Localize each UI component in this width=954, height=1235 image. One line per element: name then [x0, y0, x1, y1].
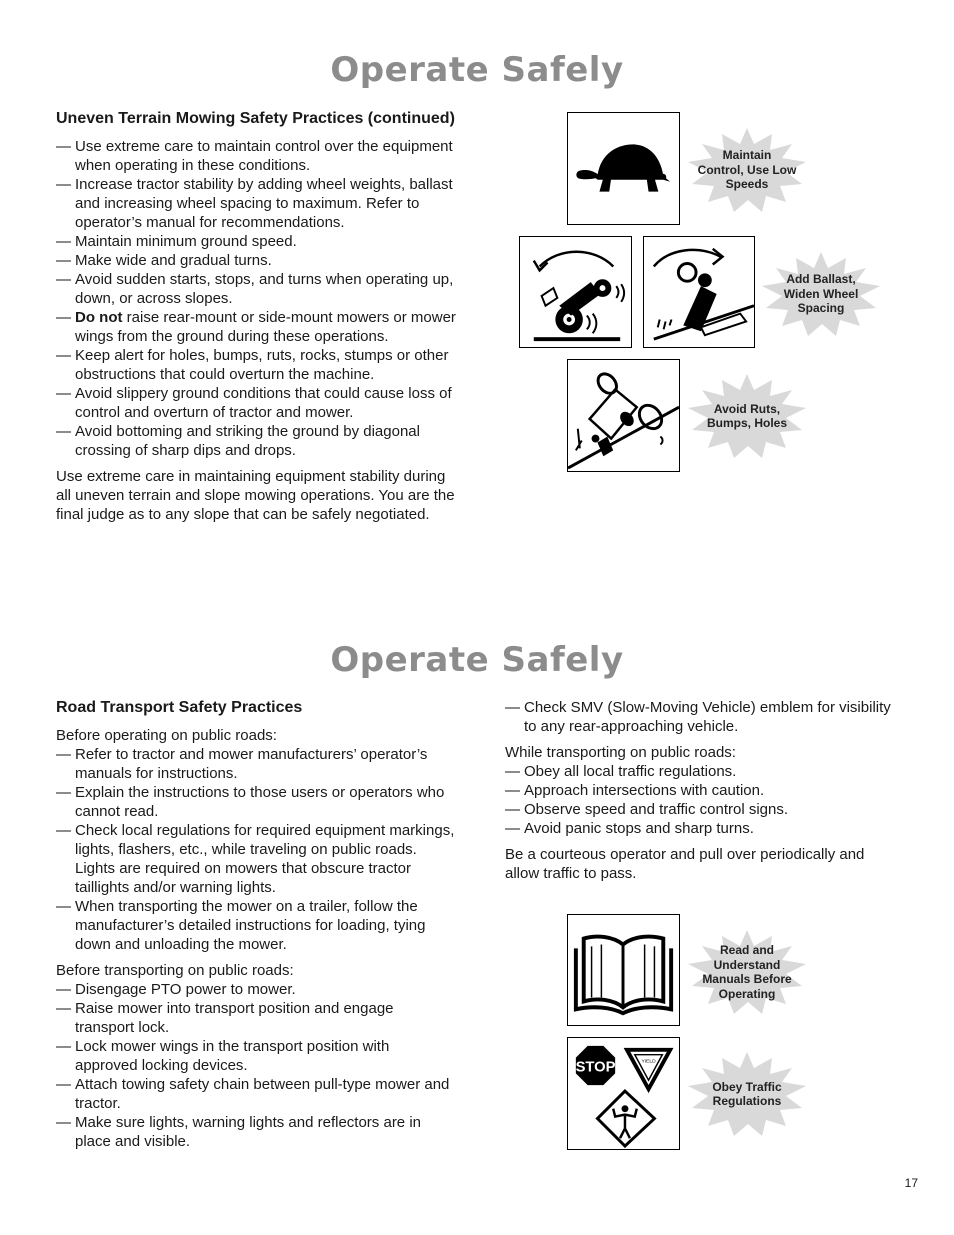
page-title-bottom: Operate Safely — [330, 640, 624, 680]
page-number: 17 — [904, 1176, 918, 1190]
list-item: — Observe speed and traffic control signs. — [505, 800, 900, 819]
list-item: — Make sure lights, warning lights and reflectors are in place and visible. — [56, 1113, 456, 1151]
section-heading-road-transport: Road Transport Safety Practices — [56, 699, 303, 716]
list-item: — Avoid panic stops and sharp turns. — [505, 819, 900, 838]
intro-text: Before operating on public roads: — [56, 727, 277, 744]
callout-burst-manual — [682, 928, 812, 1016]
section-heading-uneven-terrain: Uneven Terrain Mowing Safety Practices (continued) — [56, 110, 455, 127]
callout-burst-ballast — [756, 250, 886, 338]
page-title-top: Operate Safely — [330, 50, 624, 90]
emphasis: Do not — [75, 309, 123, 326]
callout-burst-turtle — [682, 126, 812, 214]
road-transport-section-right — [505, 698, 900, 883]
list-item: — Raise mower into transport position and engage transport lock. — [56, 999, 456, 1037]
list-item: — Refer to tractor and mower manufacturers’ operator’s manuals for instructions. — [56, 745, 456, 783]
list-item: — Maintain minimum ground speed. — [56, 232, 456, 251]
callout-text: Add Ballast, Widen Wheel Spacing — [783, 272, 859, 316]
list-item: — Check SMV (Slow-Moving Vehicle) emblem for visibility to any rear-approaching vehicle. — [505, 698, 900, 736]
list-item: — Avoid bottoming and striking the ground by diagonal crossing of sharp dips and drops. — [56, 422, 456, 460]
closing-paragraph: Be a courteous operator and pull over periodically and allow traffic to pass. — [505, 846, 865, 882]
list-item: — Approach intersections with caution. — [505, 781, 900, 800]
uneven-terrain-list — [56, 137, 456, 460]
list-item: — Increase tractor stability by adding wheel weights, ballast and increasing wheel spacing to maximum. Refer to operator’s manual for recommendations. — [56, 175, 456, 232]
list-item-text: raise rear-mount or side-mount mowers or mower wings from the ground during these operations. — [75, 309, 456, 345]
list-item: — Make wide and gradual turns. — [56, 251, 456, 270]
open-manual-icon — [567, 914, 680, 1026]
intro-text: Before transporting on public roads: — [56, 962, 294, 979]
list-item: — Keep alert for holes, bumps, ruts, rocks, stumps or other obstructions that could overturn the machine. — [56, 346, 456, 384]
tractor-tipping-backward-icon — [643, 236, 755, 348]
uneven-terrain-section — [56, 109, 456, 524]
callout-text: Read and Understand Manuals Before Operating — [702, 943, 792, 1001]
traffic-signs-icon — [567, 1037, 680, 1150]
list-item: — Attach towing safety chain between pull-type mower and tractor. — [56, 1075, 456, 1113]
list-item: — Lock mower wings in the transport position with approved locking devices. — [56, 1037, 456, 1075]
callout-text: Avoid Ruts, Bumps, Holes — [706, 401, 787, 430]
turtle-icon — [567, 112, 680, 225]
list-item — [56, 308, 456, 346]
before-transporting-list — [56, 980, 456, 1151]
list-item: — When transporting the mower on a trailer, follow the manufacturer’s detailed instructions for loading, tying down and unloading the mower. — [56, 897, 456, 954]
list-item: — Avoid sudden starts, stops, and turns when operating up, down, or across slopes. — [56, 270, 456, 308]
list-item: — Use extreme care to maintain control over the equipment when operating in these conditions. — [56, 137, 456, 175]
while-transporting-list — [505, 762, 900, 838]
callout-text: Obey Traffic Regulations — [712, 1079, 782, 1108]
tractor-tipping-sideways-icon — [519, 236, 632, 348]
callout-text: Maintain Control, Use Low Speeds — [697, 148, 797, 192]
list-item: — Obey all local traffic regulations. — [505, 762, 900, 781]
list-item: — Explain the instructions to those users or operators who cannot read. — [56, 783, 456, 821]
list-item: — Avoid slippery ground conditions that could cause loss of control and overturn of tractor and mower. — [56, 384, 456, 422]
closing-paragraph: Use extreme care in maintaining equipment stability during all uneven terrain and slope mowing operations. You are the final judge as to any slope that can be safely negotiated. — [56, 468, 455, 523]
before-operating-list — [56, 745, 456, 954]
intro-text: While transporting on public roads: — [505, 744, 736, 761]
smv-list — [505, 698, 900, 736]
callout-burst-ruts — [682, 372, 812, 460]
stop-sign-text: STOP — [575, 1059, 616, 1076]
callout-burst-traffic — [682, 1050, 812, 1138]
list-item: — Disengage PTO power to mower. — [56, 980, 456, 999]
list-item: — Check local regulations for required equipment markings, lights, flashers, etc., while traveling on public roads. Lights are required on mowers that obscure tractor taillights and/or warning lights. — [56, 821, 456, 897]
yield-sign-text: YIELD — [641, 1059, 656, 1065]
road-transport-section-left — [56, 698, 456, 1151]
tractor-overturn-icon — [567, 359, 680, 472]
